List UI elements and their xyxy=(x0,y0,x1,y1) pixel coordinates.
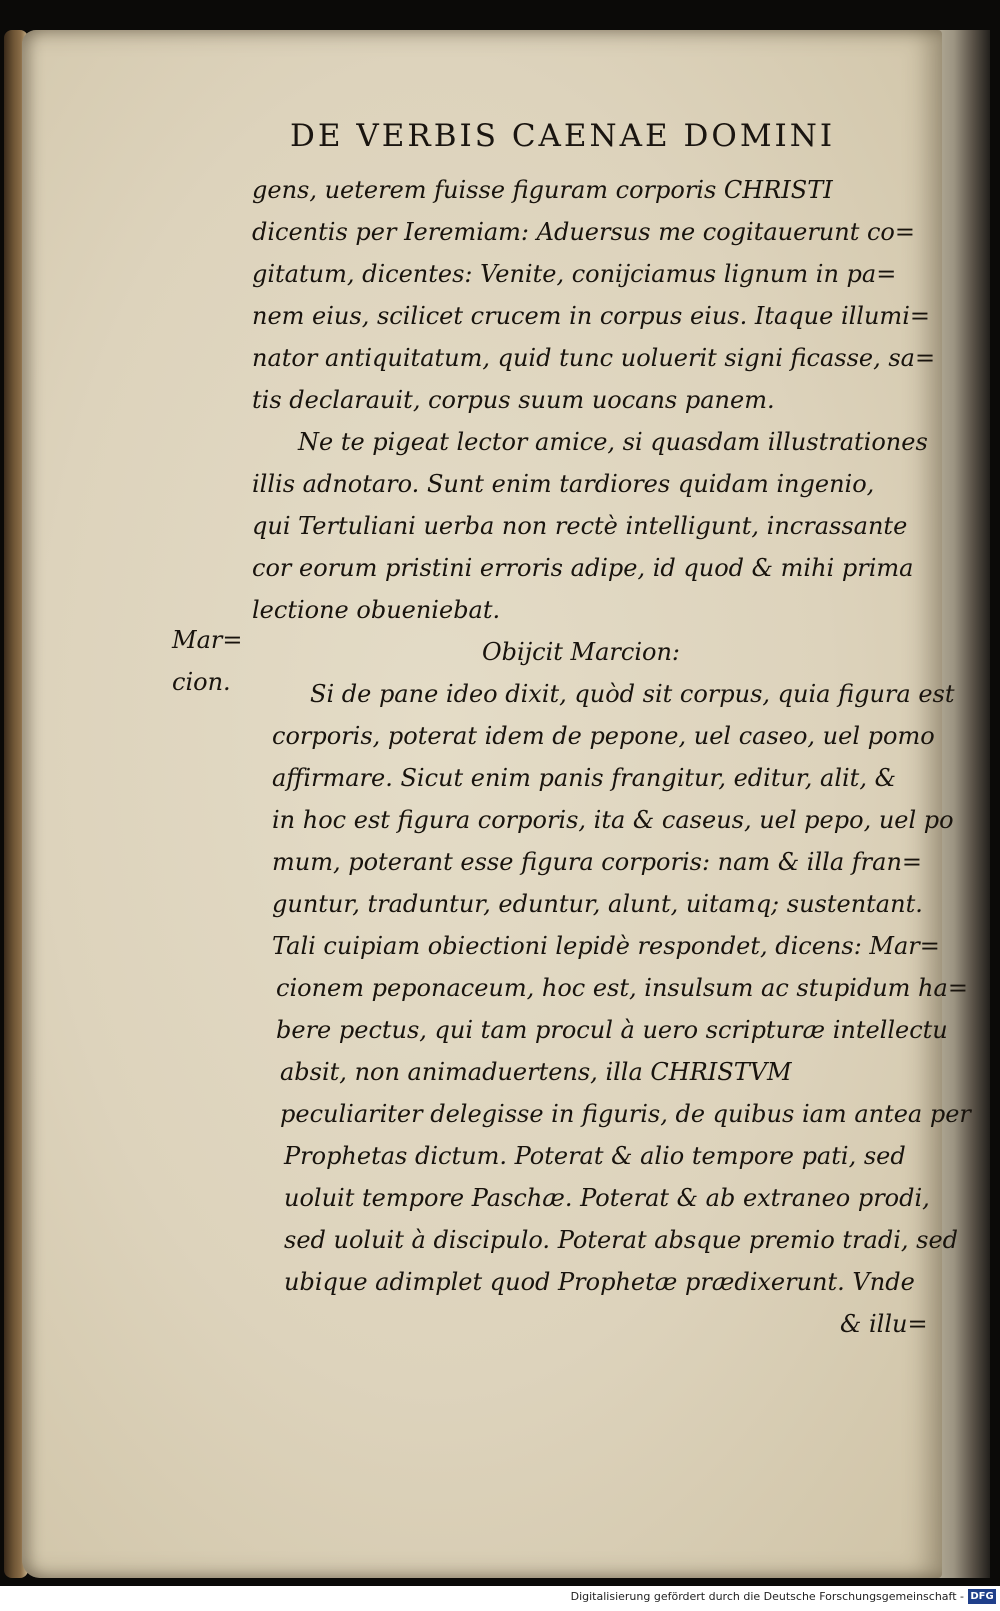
text-line: nator antiquitatum, quid tunc uoluerit signi ficasse, sa= xyxy=(252,344,936,372)
text-line: Prophetas dictum. Poterat & alio tempore pati, sed xyxy=(284,1142,906,1170)
text-line: illis adnotaro. Sunt enim tardiores quidam ingenio, xyxy=(252,470,875,498)
text-line: cionem peponaceum, hoc est, insulsum ac stupidum ha= xyxy=(276,974,968,1002)
text-line: nem eius, scilicet crucem in corpus eius. Itaque illumi= xyxy=(252,302,930,330)
text-line: tis declarauit, corpus suum uocans panem. xyxy=(252,386,775,414)
text-line: Tali cuipiam obiectioni lepidè respondet, dicens: Mar= xyxy=(272,932,940,960)
margin-note: cion. xyxy=(172,668,231,696)
text-line: lectione obueniebat. xyxy=(252,596,501,624)
text-line: sed uoluit à discipulo. Poterat absque premio tradi, sed xyxy=(284,1226,959,1254)
text-line: corporis, poterat idem de pepone, uel caseo, uel pomo xyxy=(272,722,935,750)
text-line: in hoc est figura corporis, ita & caseus, uel pepo, uel po xyxy=(272,806,954,834)
footer-bar xyxy=(0,1586,1000,1611)
text-line: mum, poterant esse figura corporis: nam & illa fran= xyxy=(272,848,923,876)
text-line: gens, ueterem fuisse figuram corporis CHRISTI xyxy=(252,176,833,204)
running-header: DE VERBIS CAENAE DOMINI xyxy=(290,118,836,154)
text-line: cor eorum pristini erroris adipe, id quod & mihi prima xyxy=(252,554,914,582)
text-line: absit, non animaduertens, illa CHRISTVM xyxy=(280,1058,792,1086)
text-line: bere pectus, qui tam procul à uero scripturæ intellectu xyxy=(276,1016,948,1044)
text-line: ubique adimplet quod Prophetæ prædixerunt. Vnde xyxy=(284,1268,915,1296)
text-line: guntur, traduntur, eduntur, alunt, uitamq; sustentant. xyxy=(272,890,923,918)
text-line: uoluit tempore Paschæ. Poterat & ab extraneo prodi, xyxy=(284,1184,930,1212)
text-line: affirmare. Sicut enim panis frangitur, editur, alit, & xyxy=(272,764,896,792)
text-line: peculiariter delegisse in figuris, de quibus iam antea per xyxy=(280,1100,971,1128)
text-line: Ne te pigeat lector amice, si quasdam illustrationes xyxy=(298,428,928,456)
catchword: & illu= xyxy=(840,1310,928,1338)
text-line: dicentis per Ieremiam: Aduersus me cogitauerunt co= xyxy=(252,218,915,246)
dfg-logo: DFG xyxy=(968,1589,996,1604)
text-line: qui Tertuliani uerba non rectè intelligunt, incrassante xyxy=(252,512,908,540)
margin-note: Mar= xyxy=(172,626,243,654)
text-line: gitatum, dicentes: Venite, conijciamus lignum in pa= xyxy=(252,260,897,288)
section-heading: Obijcit Marcion: xyxy=(482,638,681,666)
text-line: Si de pane ideo dixit, quòd sit corpus, quia figura est xyxy=(310,680,955,708)
footer-credit: Digitalisierung gefördert durch die Deutsche Forschungsgemeinschaft - xyxy=(570,1590,964,1603)
